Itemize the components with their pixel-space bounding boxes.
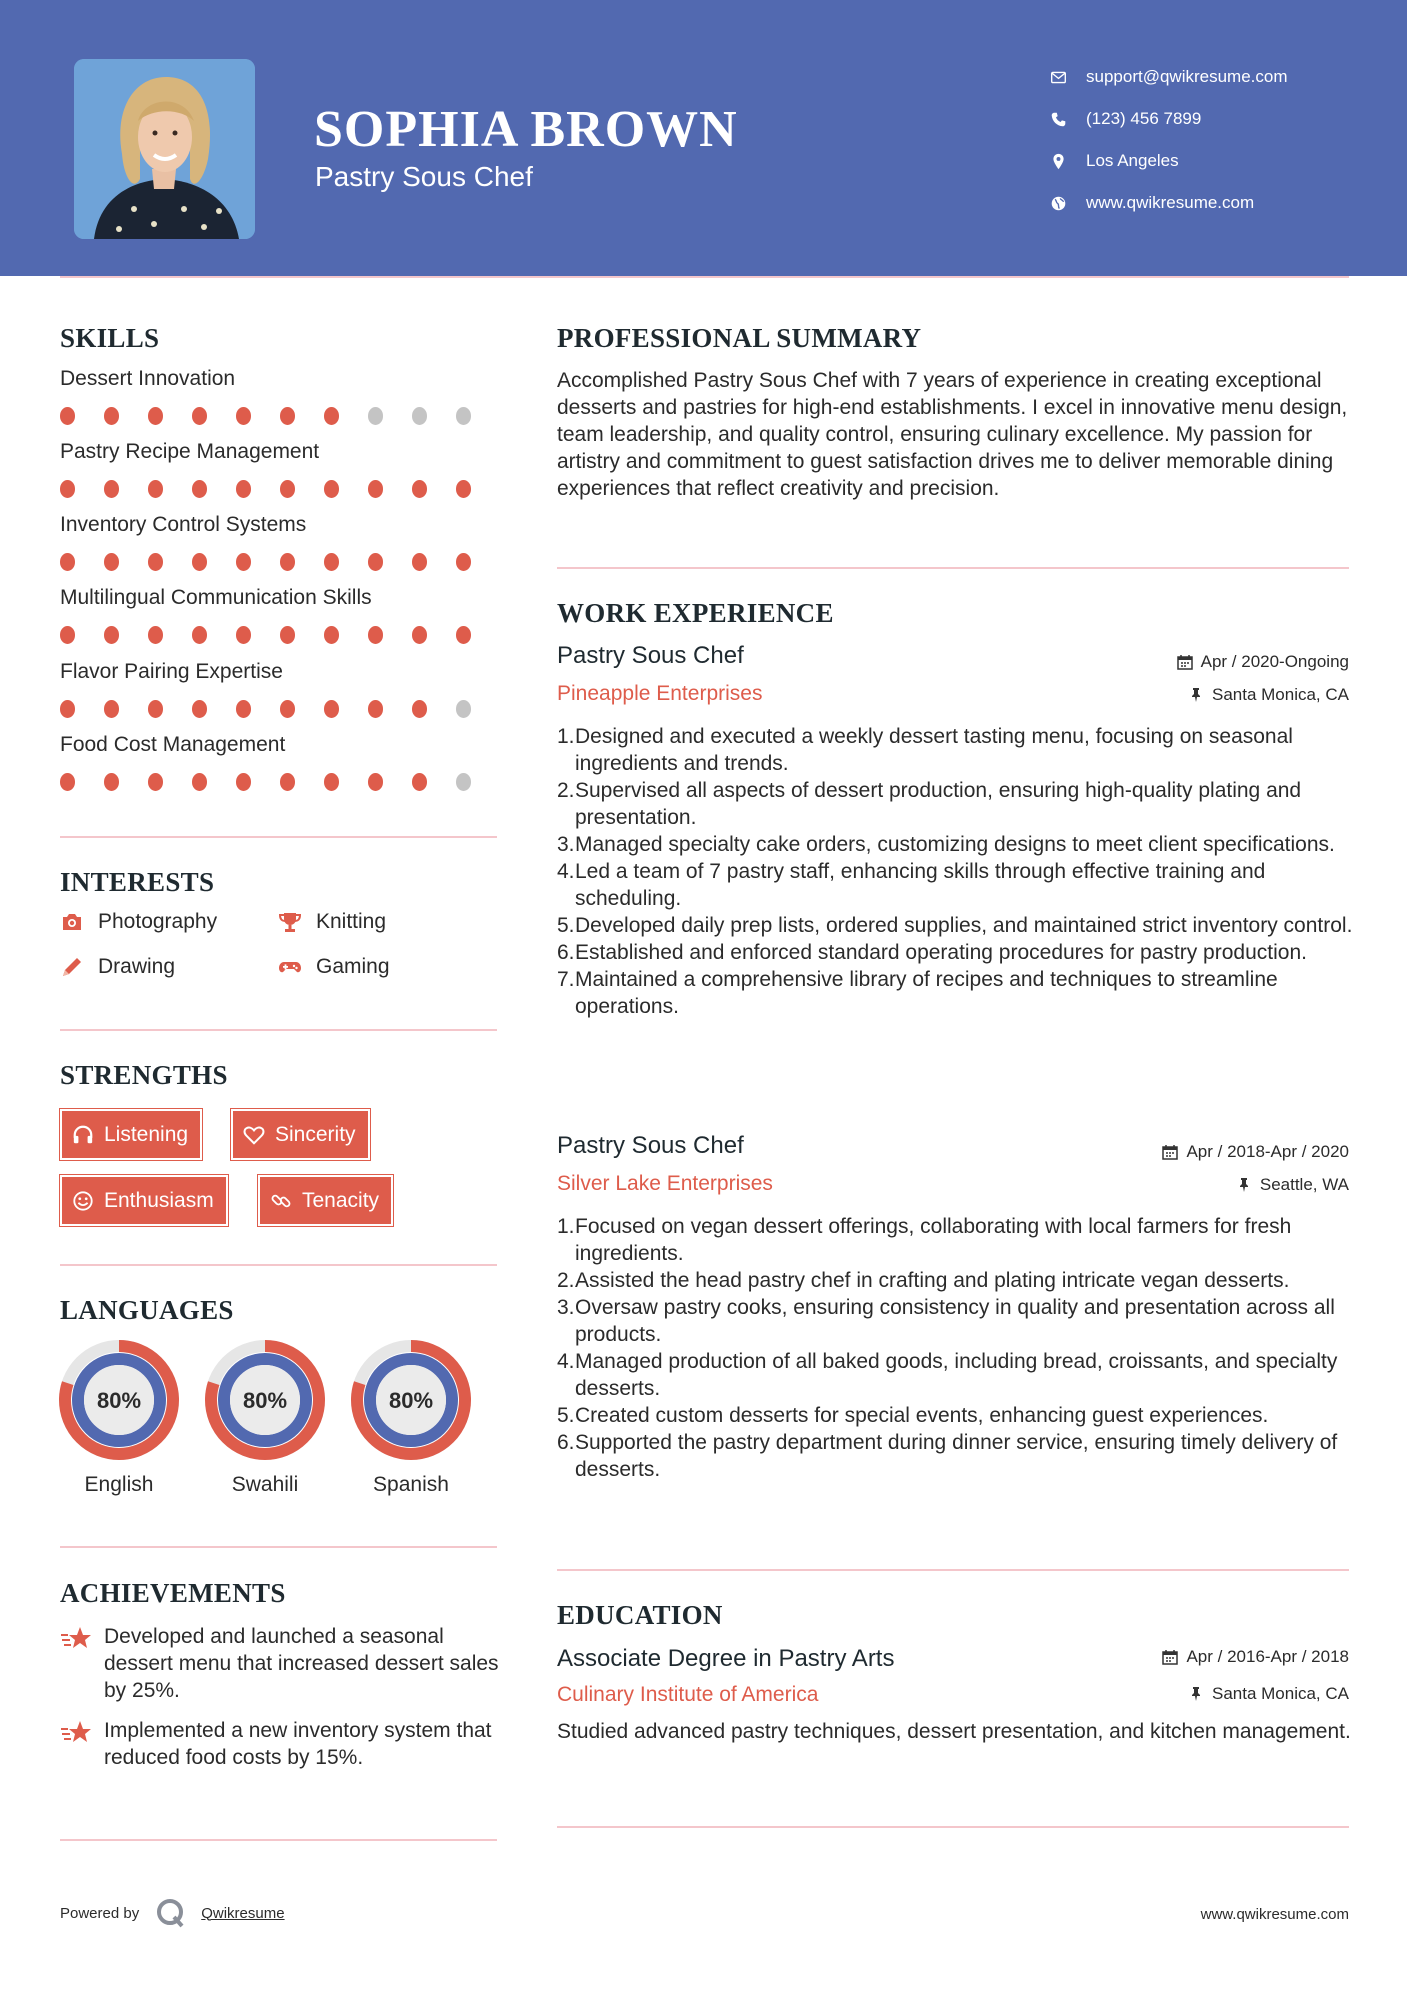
pushpin-icon bbox=[1188, 1686, 1204, 1702]
job-dates bbox=[1177, 652, 1349, 672]
strength-label: Enthusiasm bbox=[104, 1188, 214, 1212]
calendar-icon bbox=[1162, 1144, 1178, 1160]
language-ring bbox=[350, 1339, 472, 1461]
rating-dot-filled bbox=[60, 553, 75, 571]
contact-phone-text: (123) 456 7899 bbox=[1086, 109, 1202, 128]
skill-item bbox=[60, 440, 500, 498]
skill-item bbox=[60, 367, 500, 425]
job-location bbox=[1236, 1175, 1349, 1195]
rating-dot-filled bbox=[192, 773, 207, 791]
headphones-icon bbox=[72, 1124, 94, 1146]
strength-chip bbox=[60, 1175, 228, 1226]
interest-item bbox=[278, 955, 390, 979]
bullet-item: 5. Created custom desserts for special events, enhancing guest experiences. bbox=[557, 1404, 1269, 1427]
phone-icon bbox=[1050, 111, 1086, 128]
rating-dot-filled bbox=[236, 407, 251, 425]
skill-rating bbox=[60, 480, 500, 498]
rating-dot-filled bbox=[148, 553, 163, 571]
rating-dot-filled bbox=[236, 773, 251, 791]
skill-name: Multilingual Communication Skills bbox=[60, 586, 372, 609]
footer-url[interactable]: www.qwikresume.com bbox=[1200, 1906, 1349, 1923]
language-percent: 80% bbox=[96, 1388, 142, 1413]
rating-dot-filled bbox=[324, 407, 339, 425]
qwikresume-logo-icon bbox=[155, 1897, 187, 1929]
camera-icon bbox=[60, 910, 84, 934]
rating-dot-filled bbox=[324, 700, 339, 718]
rating-dot-empty bbox=[456, 700, 471, 718]
language-ring bbox=[204, 1339, 326, 1461]
rating-dot-filled bbox=[456, 480, 471, 498]
header-banner bbox=[0, 0, 1407, 276]
bullet-item: 6. Established and enforced standard operating procedures for pastry production. bbox=[557, 941, 1307, 964]
language-percent: 80% bbox=[242, 1388, 288, 1413]
education-description: Studied advanced pastry techniques, dessert presentation, and kitchen management. bbox=[557, 1720, 1351, 1743]
bullet-text: Established and enforced standard operating procedures for pastry production. bbox=[575, 941, 1307, 964]
rating-dot-filled bbox=[324, 553, 339, 571]
powered-by-text: Powered by bbox=[60, 1904, 140, 1922]
contact-website[interactable] bbox=[1050, 182, 1288, 224]
skill-name: Dessert Innovation bbox=[60, 367, 236, 390]
skill-item bbox=[60, 660, 500, 718]
bullet-text: Led a team of 7 pastry staff, enhancing skills through effective training and scheduling. bbox=[575, 860, 1266, 910]
calendar-icon bbox=[1162, 1649, 1178, 1665]
contact-website-text: www.qwikresume.com bbox=[1086, 193, 1255, 212]
interest-item bbox=[278, 910, 386, 934]
rating-dot-empty bbox=[456, 407, 471, 425]
profile-photo-image bbox=[74, 59, 255, 239]
rating-dot-filled bbox=[104, 700, 119, 718]
bullet-text: Supervised all aspects of dessert production, ensuring high-quality plating and presentation. bbox=[575, 779, 1302, 829]
language-percent: 80% bbox=[388, 1388, 434, 1413]
envelope-icon bbox=[1050, 69, 1086, 86]
interest-label: Drawing bbox=[98, 955, 176, 978]
contact-email-text: support@qwikresume.com bbox=[1086, 67, 1288, 86]
strengths-heading: STRENGTHS bbox=[60, 1060, 228, 1090]
map-pin-icon bbox=[1050, 153, 1086, 170]
bullet-item: 4. Managed production of all baked goods, including bread, croissants, and specialty desserts. bbox=[557, 1348, 1357, 1402]
rating-dot-filled bbox=[60, 480, 75, 498]
bullet-text: Focused on vegan dessert offerings, collaborating with local farmers for fresh ingredients. bbox=[575, 1215, 1292, 1265]
education-dates bbox=[1162, 1647, 1349, 1667]
bullet-text: Created custom desserts for special events, enhancing guest experiences. bbox=[575, 1404, 1269, 1427]
rating-dot-filled bbox=[104, 407, 119, 425]
education-location-text: Santa Monica, CA bbox=[1211, 1684, 1349, 1703]
job-bullets bbox=[557, 723, 1357, 1020]
job-location-text: Santa Monica, CA bbox=[1211, 685, 1349, 704]
rating-dot-empty bbox=[412, 407, 427, 425]
degree-title: Associate Degree in Pastry Arts bbox=[557, 1645, 895, 1672]
rating-dot-filled bbox=[192, 480, 207, 498]
section-divider bbox=[60, 836, 497, 838]
contact-email[interactable] bbox=[1050, 56, 1288, 98]
rating-dot-empty bbox=[456, 773, 471, 791]
achievement-text: Developed and launched a seasonal dessert menu that increased dessert sales by 25%. bbox=[104, 1625, 499, 1702]
rating-dot-filled bbox=[368, 700, 383, 718]
rating-dot-filled bbox=[60, 626, 75, 644]
rating-dot-filled bbox=[148, 407, 163, 425]
contact-list bbox=[1050, 56, 1288, 224]
contact-location bbox=[1050, 140, 1288, 182]
skill-item bbox=[60, 513, 500, 571]
rating-dot-filled bbox=[148, 773, 163, 791]
rating-dot-filled bbox=[236, 480, 251, 498]
bullet-item: 6. Supported the pastry department during dinner service, ensuring timely delivery of desserts. bbox=[557, 1429, 1357, 1483]
bullet-item: 3. Oversaw pastry cooks, ensuring consistency in quality and presentation across all products. bbox=[557, 1294, 1357, 1348]
rating-dot-filled bbox=[192, 626, 207, 644]
summary-text: Accomplished Pastry Sous Chef with 7 years of experience in creating exceptional desserts and pastries for high-end establishments. I excel in innovative menu design, team leadership, and quality control, ensuring culinary excellence. My passion for artistry and commitment to guest satisfaction drives me to deliver memorable dining experiences that reflect creativity and precision. bbox=[557, 369, 1348, 500]
interest-label: Knitting bbox=[316, 910, 387, 933]
language-item bbox=[350, 1339, 472, 1497]
pushpin-icon bbox=[1236, 1177, 1252, 1193]
rating-dot-filled bbox=[412, 773, 427, 791]
rating-dot-filled bbox=[324, 480, 339, 498]
language-name: Swahili bbox=[231, 1473, 299, 1496]
company-name: Silver Lake Enterprises bbox=[557, 1172, 773, 1195]
rating-dot-filled bbox=[236, 700, 251, 718]
skill-name: Food Cost Management bbox=[60, 733, 286, 756]
skills-heading: SKILLS bbox=[60, 323, 160, 353]
section-divider bbox=[557, 1826, 1349, 1828]
rating-dot-filled bbox=[368, 773, 383, 791]
skill-rating bbox=[60, 700, 500, 718]
language-name: English bbox=[84, 1473, 154, 1496]
gamepad-icon bbox=[278, 955, 302, 979]
footer-powered-by bbox=[60, 1897, 285, 1929]
rating-dot-filled bbox=[192, 553, 207, 571]
rating-dot-filled bbox=[236, 626, 251, 644]
strength-label: Listening bbox=[104, 1122, 189, 1146]
rating-dot-filled bbox=[280, 480, 295, 498]
school-name: Culinary Institute of America bbox=[557, 1683, 819, 1706]
star-award-icon bbox=[60, 1625, 92, 1653]
bullet-item: 4. Led a team of 7 pastry staff, enhancing skills through effective training and scheduling. bbox=[557, 858, 1357, 912]
job-title: Pastry Sous Chef bbox=[557, 1132, 744, 1159]
rating-dot-filled bbox=[236, 553, 251, 571]
skill-name: Inventory Control Systems bbox=[60, 513, 307, 536]
pencil-icon bbox=[60, 955, 84, 979]
skill-rating bbox=[60, 407, 500, 425]
rating-dot-filled bbox=[148, 480, 163, 498]
rating-dot-empty bbox=[368, 407, 383, 425]
rating-dot-filled bbox=[280, 773, 295, 791]
rating-dot-filled bbox=[412, 480, 427, 498]
achievement-text: Implemented a new inventory system that reduced food costs by 15%. bbox=[104, 1719, 492, 1769]
rating-dot-filled bbox=[104, 773, 119, 791]
interest-label: Gaming bbox=[316, 955, 390, 978]
smile-icon bbox=[72, 1190, 94, 1212]
header-divider bbox=[60, 276, 1349, 278]
bullet-text: Managed production of all baked goods, including bread, croissants, and specialty desserts. bbox=[575, 1350, 1338, 1400]
rating-dot-filled bbox=[60, 407, 75, 425]
interests-heading: INTERESTS bbox=[60, 867, 215, 897]
education-heading: EDUCATION bbox=[557, 1600, 723, 1630]
pushpin-icon bbox=[1188, 687, 1204, 703]
job-dates bbox=[1162, 1142, 1349, 1162]
star-award-icon bbox=[60, 1719, 92, 1747]
rating-dot-filled bbox=[192, 700, 207, 718]
bullet-item: 2. Assisted the head pastry chef in crafting and plating intricate vegan desserts. bbox=[557, 1269, 1290, 1292]
experience-heading: WORK EXPERIENCE bbox=[557, 598, 834, 628]
bullet-item: 3. Managed specialty cake orders, customizing designs to meet client specifications. bbox=[557, 833, 1335, 856]
globe-icon bbox=[1050, 195, 1086, 212]
rating-dot-filled bbox=[104, 553, 119, 571]
candidate-name: SOPHIA BROWN bbox=[314, 101, 738, 158]
summary-heading: PROFESSIONAL SUMMARY bbox=[557, 323, 922, 353]
company-name: Pineapple Enterprises bbox=[557, 682, 763, 705]
section-divider bbox=[60, 1264, 497, 1266]
skill-item bbox=[60, 733, 500, 791]
achievement-item bbox=[60, 1623, 500, 1704]
section-divider bbox=[60, 1029, 497, 1031]
strength-chip bbox=[258, 1175, 393, 1226]
bullet-text: Designed and executed a weekly dessert tasting menu, focusing on seasonal ingredients and trends. bbox=[575, 725, 1293, 775]
profile-photo bbox=[74, 59, 255, 239]
rating-dot-filled bbox=[412, 700, 427, 718]
rating-dot-filled bbox=[456, 626, 471, 644]
interest-item bbox=[60, 955, 175, 979]
language-name: Spanish bbox=[373, 1473, 449, 1496]
contact-location-text: Los Angeles bbox=[1086, 151, 1179, 170]
rating-dot-filled bbox=[60, 700, 75, 718]
bullet-text: Assisted the head pastry chef in crafting and plating intricate vegan desserts. bbox=[575, 1269, 1290, 1292]
skill-rating bbox=[60, 626, 500, 644]
rating-dot-filled bbox=[324, 773, 339, 791]
rating-dot-filled bbox=[368, 626, 383, 644]
rating-dot-filled bbox=[148, 626, 163, 644]
rating-dot-filled bbox=[280, 700, 295, 718]
language-ring bbox=[58, 1339, 180, 1461]
heart-icon bbox=[243, 1124, 265, 1146]
rating-dot-filled bbox=[60, 773, 75, 791]
achievements-heading: ACHIEVEMENTS bbox=[60, 1578, 286, 1608]
skill-name: Flavor Pairing Expertise bbox=[60, 660, 283, 683]
contact-phone[interactable] bbox=[1050, 98, 1288, 140]
trophy-icon bbox=[278, 910, 302, 934]
rating-dot-filled bbox=[412, 553, 427, 571]
bullet-text: Maintained a comprehensive library of recipes and techniques to streamline operations. bbox=[575, 968, 1278, 1018]
skill-name: Pastry Recipe Management bbox=[60, 440, 320, 463]
bullet-item: 2. Supervised all aspects of dessert production, ensuring high-quality plating and presentation. bbox=[557, 777, 1357, 831]
job-bullets bbox=[557, 1213, 1357, 1483]
strength-chip bbox=[60, 1109, 202, 1160]
achievement-item bbox=[60, 1717, 500, 1771]
rating-dot-filled bbox=[368, 553, 383, 571]
section-divider bbox=[557, 567, 1349, 569]
rating-dot-filled bbox=[280, 407, 295, 425]
rating-dot-filled bbox=[192, 407, 207, 425]
bullet-text: Supported the pastry department during dinner service, ensuring timely delivery of desserts. bbox=[575, 1431, 1338, 1481]
job-dates-text: Apr / 2018-Apr / 2020 bbox=[1186, 1142, 1349, 1161]
link-icon bbox=[270, 1190, 292, 1212]
bullet-text: Managed specialty cake orders, customizing designs to meet client specifications. bbox=[575, 833, 1335, 856]
bullet-item: 5. Developed daily prep lists, ordered supplies, and maintained strict inventory control. bbox=[557, 914, 1353, 937]
brand-link[interactable]: Qwikresume bbox=[201, 1904, 285, 1922]
education-dates-text: Apr / 2016-Apr / 2018 bbox=[1186, 1647, 1349, 1666]
section-divider bbox=[60, 1839, 497, 1841]
skill-rating bbox=[60, 773, 500, 791]
rating-dot-filled bbox=[280, 626, 295, 644]
candidate-title: Pastry Sous Chef bbox=[315, 161, 533, 192]
job-location-text: Seattle, WA bbox=[1259, 1175, 1349, 1194]
strength-label: Tenacity bbox=[302, 1188, 380, 1212]
languages-heading: LANGUAGES bbox=[60, 1295, 234, 1325]
rating-dot-filled bbox=[324, 626, 339, 644]
interest-label: Photography bbox=[98, 910, 218, 933]
section-divider bbox=[557, 1569, 1349, 1571]
section-divider bbox=[60, 1546, 497, 1548]
interest-item bbox=[60, 910, 217, 934]
rating-dot-filled bbox=[104, 626, 119, 644]
rating-dot-filled bbox=[456, 553, 471, 571]
job-title: Pastry Sous Chef bbox=[557, 642, 744, 669]
rating-dot-filled bbox=[104, 480, 119, 498]
education-location bbox=[1188, 1684, 1349, 1704]
language-item bbox=[58, 1339, 180, 1497]
bullet-item: 1. Designed and executed a weekly dessert tasting menu, focusing on seasonal ingredients and trends. bbox=[557, 723, 1357, 777]
language-item bbox=[204, 1339, 326, 1497]
rating-dot-filled bbox=[412, 626, 427, 644]
strength-chip bbox=[231, 1109, 370, 1160]
bullet-item: 7. Maintained a comprehensive library of recipes and techniques to streamline operations. bbox=[557, 966, 1357, 1020]
bullet-text: Developed daily prep lists, ordered supplies, and maintained strict inventory control. bbox=[575, 914, 1353, 937]
strength-label: Sincerity bbox=[275, 1122, 356, 1146]
calendar-icon bbox=[1177, 654, 1193, 670]
job-dates-text: Apr / 2020-Ongoing bbox=[1200, 652, 1349, 671]
bullet-item: 1. Focused on vegan dessert offerings, collaborating with local farmers for fresh ingredients. bbox=[557, 1213, 1357, 1267]
rating-dot-filled bbox=[368, 480, 383, 498]
skill-item bbox=[60, 586, 500, 644]
bullet-text: Oversaw pastry cooks, ensuring consistency in quality and presentation across all products. bbox=[575, 1296, 1335, 1346]
rating-dot-filled bbox=[280, 553, 295, 571]
rating-dot-filled bbox=[148, 700, 163, 718]
skill-rating bbox=[60, 553, 500, 571]
job-location bbox=[1188, 685, 1349, 705]
